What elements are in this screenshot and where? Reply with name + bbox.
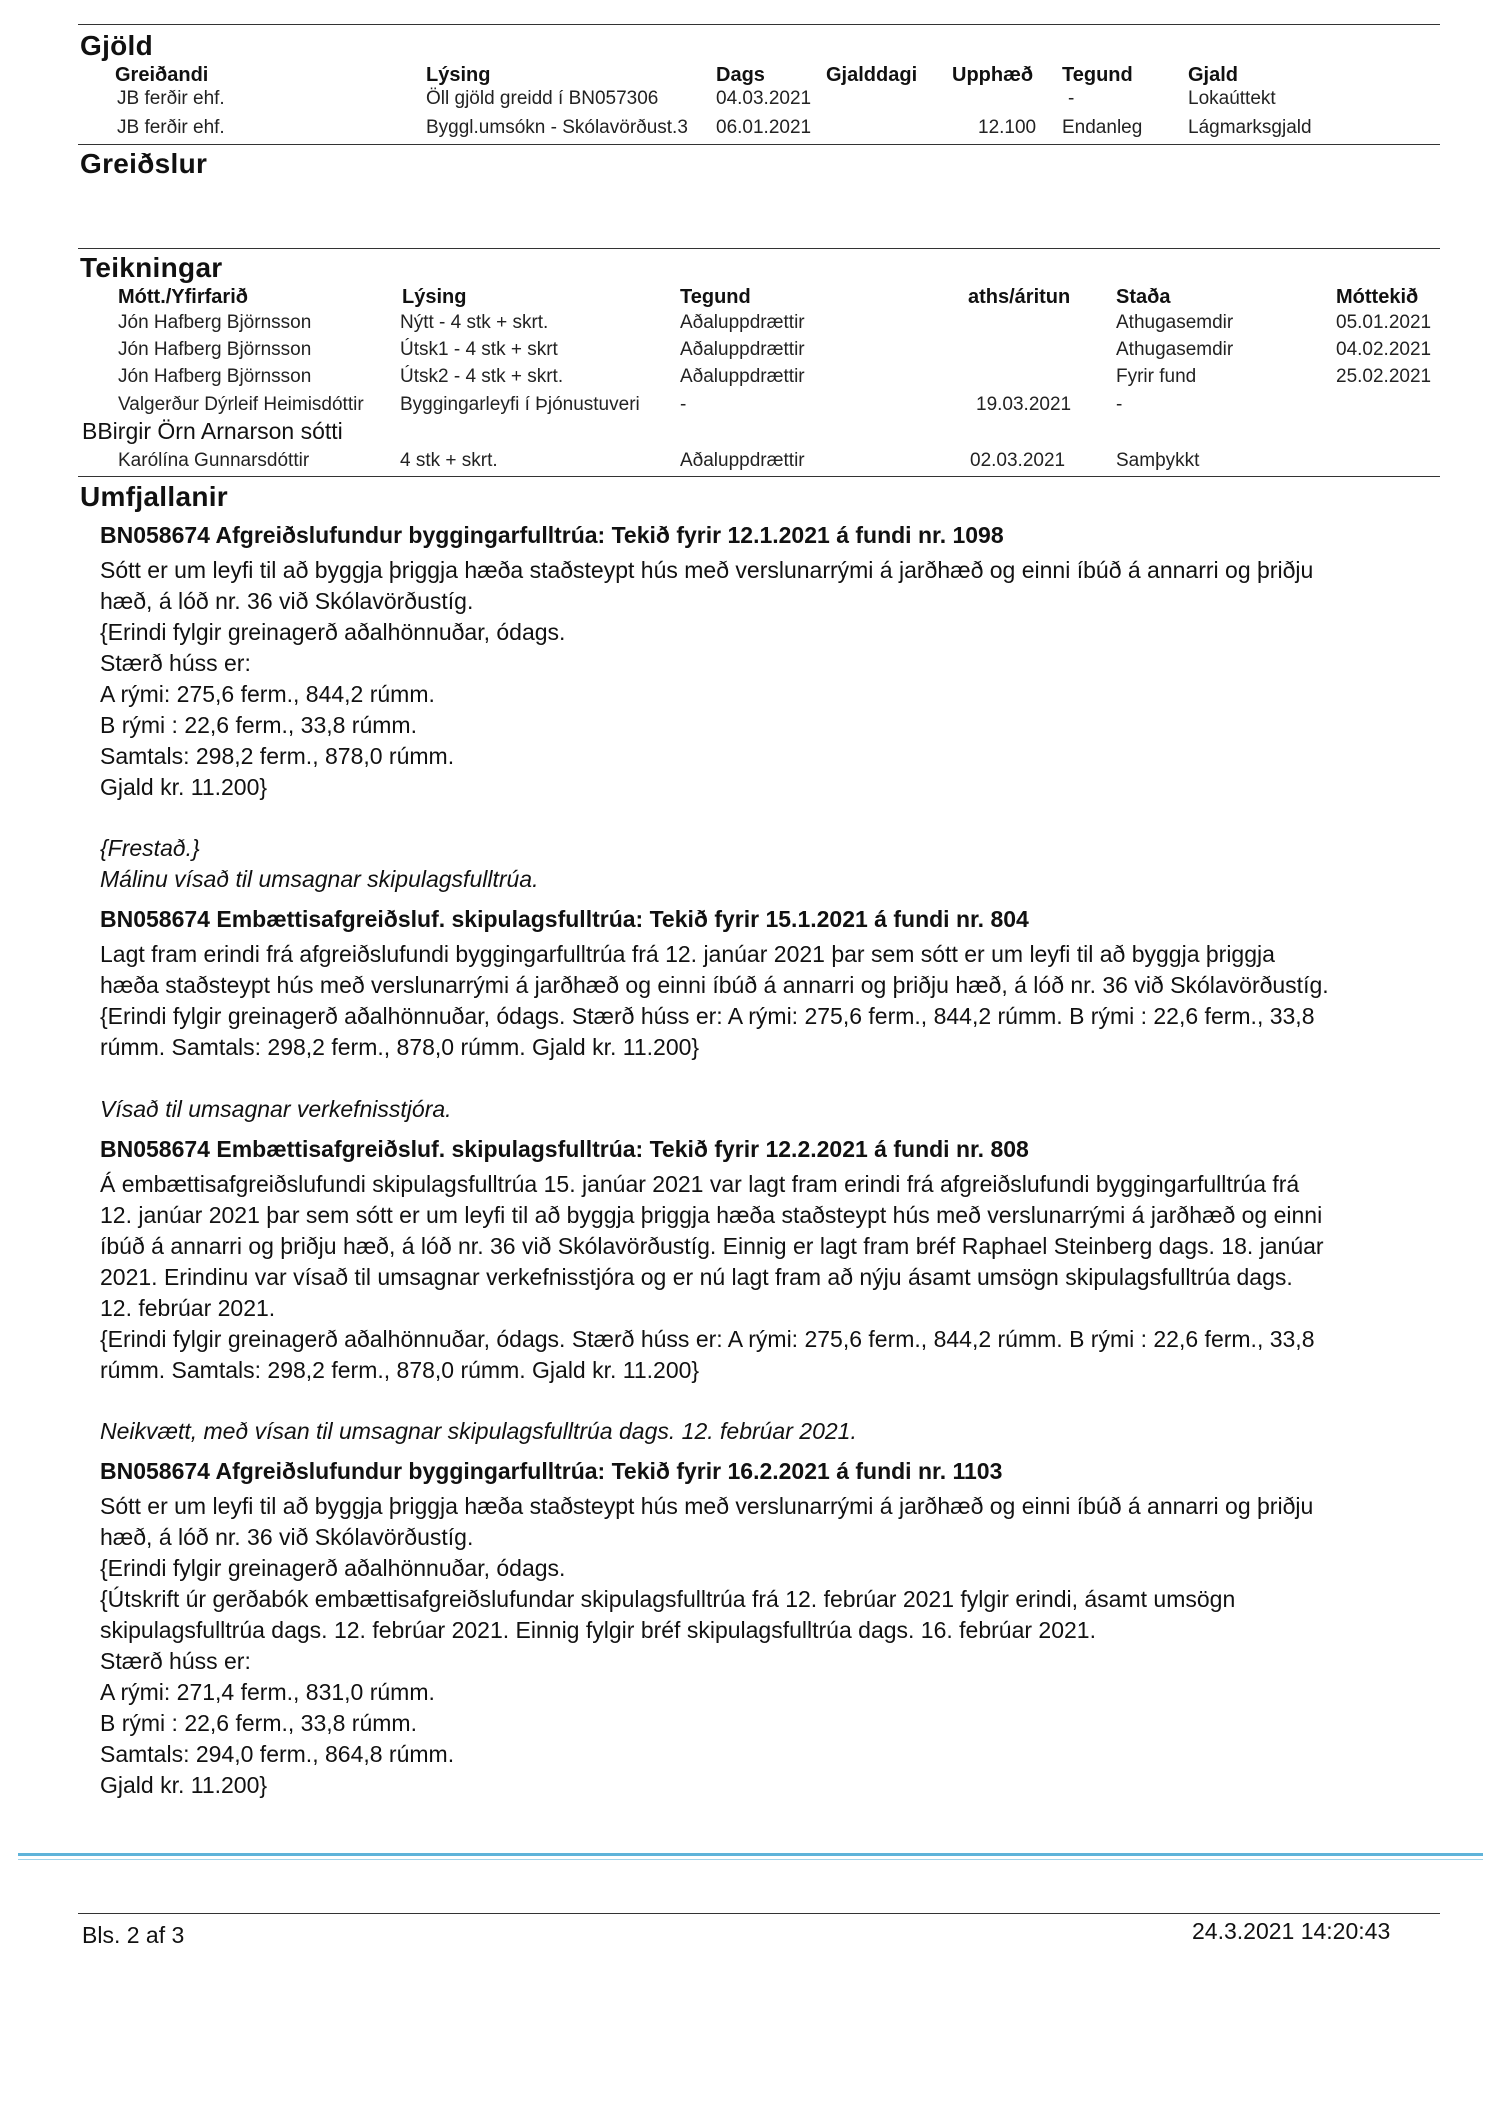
- teikningar-row-mottekid: 25.02.2021: [1336, 366, 1432, 387]
- gjold-row-greidandi: JB ferðir ehf.: [117, 117, 225, 138]
- entry-heading: BN058674 Embættisafgreiðsluf. skipulagsfulltrúa: Tekið fyrir 15.1.2021 á fundi nr. 804: [100, 906, 1029, 932]
- teikningar-header-mott: Mótt./Yfirfarið: [118, 286, 248, 308]
- gjold-row-tegund: Endanleg: [1062, 117, 1143, 138]
- entry-line: hæða staðsteypt hús með verslunarrými á jarðhæð og einni íbúð á annarri og þriðju hæð, á lóð nr. 36 við Skólavörðustíg.: [100, 972, 1329, 998]
- entry-line: A rými: 271,4 ferm., 831,0 rúmm.: [100, 1679, 435, 1705]
- entry-line: skipulagsfulltrúa dags. 12. febrúar 2021. Einnig fylgir bréf skipulagsfulltrúa dags. 16. febrúar 2021.: [100, 1617, 1096, 1643]
- section-title-umfjallanir: Umfjallanir: [80, 481, 229, 512]
- teikningar-row-mottekid: 04.02.2021: [1336, 339, 1432, 360]
- teikningar-row-mott: Valgerður Dýrleif Heimisdóttir: [118, 394, 364, 415]
- teikningar-row-lysing: Útsk1 - 4 stk + skrt: [400, 339, 558, 360]
- entry-line: B rými : 22,6 ferm., 33,8 rúmm.: [100, 1710, 417, 1736]
- entry-line: {Útskrift úr gerðabók embættisafgreiðslufundar skipulagsfulltrúa frá 12. febrúar 2021 fylgir erindi, ásamt umsögn: [100, 1586, 1236, 1612]
- page-number: Bls. 2 af 3: [82, 1922, 185, 1948]
- gjold-bottom-rule: [78, 144, 1440, 145]
- entry-line: {Erindi fylgir greinagerð aðalhönnuðar, ódags. Stærð húss er: A rými: 275,6 ferm., 844,2 rúmm. B rými : 22,6 ferm., 33,8: [100, 1003, 1315, 1029]
- entry-body: [100, 1169, 1450, 1386]
- entry-line: 12. janúar 2021 þar sem sótt er um leyfi til að byggja þriggja hæða staðsteypt hús með verslunarrými á jarðhæð og einni: [100, 1202, 1323, 1228]
- gjold-header-gjalddagi: Gjalddagi: [826, 64, 918, 86]
- teikningar-row-stada: Athugasemdir: [1116, 339, 1234, 360]
- gjold-header-dags: Dags: [716, 64, 765, 86]
- teikningar-bottom-rule: [78, 476, 1440, 477]
- gjold-row-dags: 04.03.2021: [716, 88, 812, 109]
- entry-line: Á embættisafgreiðslufundi skipulagsfulltrúa 15. janúar 2021 var lagt fram erindi frá afgreiðslufundi byggingarfulltrúa frá: [100, 1171, 1300, 1197]
- entry-line: Gjald kr. 11.200}: [100, 774, 268, 800]
- gjold-header-greidandi: Greiðandi: [115, 64, 209, 86]
- teikningar-row-lysing: 4 stk + skrt.: [400, 450, 498, 471]
- entry-body: [100, 555, 1450, 803]
- teikningar-row-mott: Karólína Gunnarsdóttir: [118, 450, 310, 471]
- entry-line: 12. febrúar 2021.: [100, 1295, 276, 1321]
- teikningar-row-mott: Jón Hafberg Björnsson: [118, 366, 312, 387]
- entry-result: [100, 1094, 1450, 1125]
- teikningar-row-mott: Jón Hafberg Björnsson: [118, 312, 312, 333]
- entry-line: Sótt er um leyfi til að byggja þriggja hæða staðsteypt hús með verslunarrými á jarðhæð og einni íbúð á annarri og þriðju: [100, 1493, 1314, 1519]
- teikningar-header-aths: aths/áritun: [968, 286, 1071, 308]
- teikningar-header-tegund: Tegund: [680, 286, 751, 308]
- entry-heading: BN058674 Afgreiðslufundur byggingarfulltrúa: Tekið fyrir 12.1.2021 á fundi nr. 1098: [100, 522, 1004, 548]
- gjold-row-tegund: -: [1068, 88, 1075, 109]
- entry-line: 2021. Erindinu var vísað til umsagnar verkefnisstjóra og er nú lagt fram að nýju ásamt umsögn skipulagsfulltrúa dags.: [100, 1264, 1293, 1290]
- entry-line: {Erindi fylgir greinagerð aðalhönnuðar, ódags.: [100, 1555, 566, 1581]
- entry-line: rúmm. Samtals: 298,2 ferm., 878,0 rúmm. Gjald kr. 11.200}: [100, 1357, 700, 1383]
- teikningar-row-stada: -: [1116, 394, 1123, 415]
- entry-result: [100, 1416, 1450, 1447]
- gjold-header-tegund: Tegund: [1062, 64, 1133, 86]
- entry-heading: BN058674 Afgreiðslufundur byggingarfulltrúa: Tekið fyrir 16.2.2021 á fundi nr. 1103: [100, 1458, 1003, 1484]
- gjold-row-greidandi: JB ferðir ehf.: [117, 88, 225, 109]
- gjold-row-gjald: Lágmarksgjald: [1188, 117, 1312, 138]
- entry-result-line: Neikvætt, með vísan til umsagnar skipulagsfulltrúa dags. 12. febrúar 2021.: [100, 1418, 857, 1444]
- entry-line: hæð, á lóð nr. 36 við Skólavörðustíg.: [100, 1524, 474, 1550]
- entry-result: [100, 833, 1450, 895]
- teikningar-row-stada: Samþykkt: [1116, 450, 1200, 471]
- teikningar-row-tegund: Aðaluppdrættir: [680, 450, 805, 471]
- entry-heading: BN058674 Embættisafgreiðsluf. skipulagsfulltrúa: Tekið fyrir 12.2.2021 á fundi nr. 808: [100, 1136, 1029, 1162]
- teikningar-header-mottekid: Móttekið: [1336, 286, 1419, 308]
- gjold-header-upphaed: Upphæð: [952, 64, 1034, 86]
- gjold-row-lysing: Byggl.umsókn - Skólavörðust.3: [426, 117, 688, 138]
- teikningar-row-tegund: Aðaluppdrættir: [680, 339, 805, 360]
- entry-body: [100, 1491, 1450, 1801]
- gjold-row-upphaed: 12.100: [978, 117, 1037, 138]
- section-title-greidslur: Greiðslur: [80, 148, 208, 179]
- entry-result-line: {Frestað.}: [100, 835, 200, 861]
- teikningar-row-tegund: Aðaluppdrættir: [680, 312, 805, 333]
- gjold-row-gjald: Lokaúttekt: [1188, 88, 1276, 109]
- teikningar-row-stada: Fyrir fund: [1116, 366, 1197, 387]
- teikningar-header-lysing: Lýsing: [402, 286, 467, 308]
- entry-line: {Erindi fylgir greinagerð aðalhönnuðar, ódags. Stærð húss er: A rými: 275,6 ferm., 844,2 rúmm. B rými : 22,6 ferm., 33,8: [100, 1326, 1315, 1352]
- top-rule: [78, 24, 1440, 25]
- blue-divider: [18, 1853, 1483, 1856]
- gjold-header-gjald: Gjald: [1188, 64, 1239, 86]
- teikningar-row-lysing: Útsk2 - 4 stk + skrt.: [400, 366, 564, 387]
- entry-line: B rými : 22,6 ferm., 33,8 rúmm.: [100, 712, 417, 738]
- blue-divider-thin: [18, 1859, 1483, 1860]
- entry-line: Samtals: 294,0 ferm., 864,8 rúmm.: [100, 1741, 455, 1767]
- entry-line: Sótt er um leyfi til að byggja þriggja hæða staðsteypt hús með verslunarrými á jarðhæð og einni íbúð á annarri og þriðju: [100, 557, 1314, 583]
- teikningar-row-stada: Athugasemdir: [1116, 312, 1234, 333]
- teikningar-top-rule: [78, 248, 1440, 249]
- teikningar-row-tegund: -: [680, 394, 687, 415]
- entry-line: hæð, á lóð nr. 36 við Skólavörðustíg.: [100, 588, 474, 614]
- entry-line: Gjald kr. 11.200}: [100, 1772, 268, 1798]
- gjold-header-lysing: Lýsing: [426, 64, 491, 86]
- gjold-row-dags: 06.01.2021: [716, 117, 812, 138]
- section-title-gjold: Gjöld: [80, 30, 154, 61]
- teikningar-row-tegund: Aðaluppdrættir: [680, 366, 805, 387]
- entry-line: Lagt fram erindi frá afgreiðslufundi byggingarfulltrúa frá 12. janúar 2021 þar sem sótt er um leyfi til að byggja þriggja: [100, 941, 1275, 967]
- entry-line: íbúð á annarri og þriðju hæð, á lóð nr. 36 við Skólavörðustíg. Einnig er lagt fram bréf Raphael Steinberg dags. 18. janúar: [100, 1233, 1324, 1259]
- entry-line: {Erindi fylgir greinagerð aðalhönnuðar, ódags.: [100, 619, 566, 645]
- teikningar-note: BBirgir Örn Arnarson sótti: [82, 418, 343, 444]
- entry-line: Stærð húss er:: [100, 650, 251, 676]
- teikningar-header-stada: Staða: [1116, 286, 1171, 308]
- entry-line: rúmm. Samtals: 298,2 ferm., 878,0 rúmm. Gjald kr. 11.200}: [100, 1034, 700, 1060]
- section-title-teikningar: Teikningar: [80, 252, 223, 283]
- entry-line: A rými: 275,6 ferm., 844,2 rúmm.: [100, 681, 435, 707]
- entry-result-line: Vísað til umsagnar verkefnisstjóra.: [100, 1096, 452, 1122]
- gjold-row-lysing: Öll gjöld greidd í BN057306: [426, 88, 659, 109]
- entry-line: Samtals: 298,2 ferm., 878,0 rúmm.: [100, 743, 455, 769]
- entry-result-line: Málinu vísað til umsagnar skipulagsfulltrúa.: [100, 866, 539, 892]
- teikningar-row-aths: 19.03.2021: [976, 394, 1072, 415]
- teikningar-row-lysing: Nýtt - 4 stk + skrt.: [400, 312, 549, 333]
- teikningar-row-mott: Jón Hafberg Björnsson: [118, 339, 312, 360]
- entry-body: [100, 939, 1450, 1063]
- teikningar-row-mottekid: 05.01.2021: [1336, 312, 1432, 333]
- print-timestamp: 24.3.2021 14:20:43: [1192, 1918, 1391, 1944]
- entry-line: Stærð húss er:: [100, 1648, 251, 1674]
- teikningar-row-aths: 02.03.2021: [970, 450, 1066, 471]
- teikningar-row-lysing: Byggingarleyfi í Þjónustuveri: [400, 394, 640, 415]
- footer-rule: [78, 1913, 1440, 1914]
